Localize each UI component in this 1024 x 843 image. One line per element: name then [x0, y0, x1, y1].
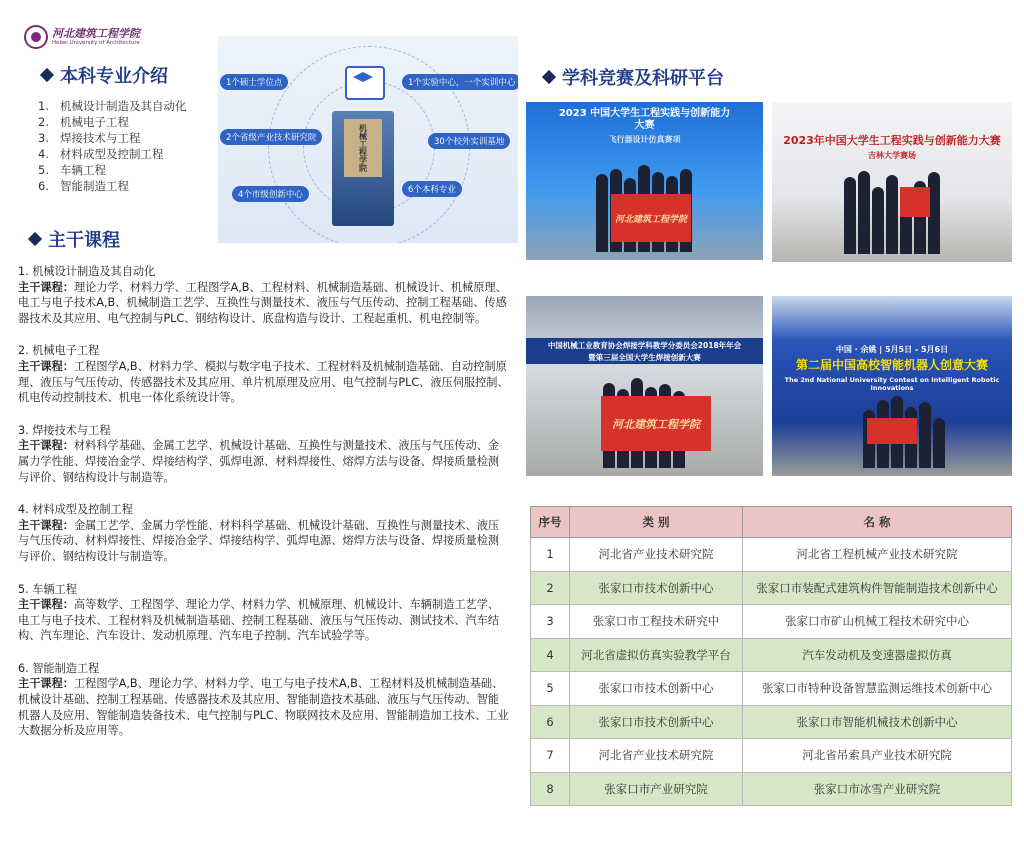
- course-heading: 5. 车辆工程: [18, 582, 77, 596]
- courses-title: 主干课程: [48, 230, 120, 251]
- university-logo: [24, 22, 154, 52]
- cell-num: 4: [531, 638, 570, 672]
- majors-heading: [42, 62, 168, 88]
- competition-photo-2: [772, 102, 1012, 262]
- college-infographic: [218, 36, 518, 243]
- university-flag: 河北建筑工程学院: [611, 194, 691, 242]
- course-text: 工程图学A,B、材料力学、模拟与数字电子技术、工程材料及机械制造基础、自动控制原理、液压与气压传动、传感器技术及其应用、单片机原理及应用、电气控制与PLC、液压伺服控制、机电传动控制技术、机电一体化系统设计等。: [18, 359, 509, 405]
- diamond-bullet-icon: [40, 68, 54, 82]
- item-num: 6.: [38, 179, 49, 193]
- research-platform-table: [530, 506, 1012, 806]
- tag-majors-count: 6个本科专业: [402, 181, 462, 197]
- table-row: [531, 571, 1012, 605]
- item-name: 车辆工程: [60, 163, 106, 177]
- cell-category: 张家口市技术创新中心: [570, 571, 743, 605]
- photo-banner: 2023年中国大学生工程实践与创新能力大赛: [783, 134, 1001, 147]
- cell-name: 张家口市矿山机械工程技术研究中心: [743, 605, 1012, 639]
- course-label: 主干课程：: [18, 280, 74, 294]
- course-block: [18, 502, 510, 564]
- cell-category: 张家口市技术创新中心: [570, 705, 743, 739]
- red-flag: [867, 418, 917, 444]
- table-header-row: [531, 507, 1012, 538]
- photo-subbanner: 暨第三届全国大学生焊接创新大赛: [526, 351, 763, 364]
- list-item: [38, 98, 187, 114]
- list-item: [38, 146, 187, 162]
- course-label: 主干课程：: [18, 439, 74, 453]
- photo-banner: 中国机械工业教育协会焊接学科教学分委员会2018年年会: [526, 338, 763, 353]
- col-header-category: 类 别: [570, 507, 743, 538]
- course-label: 主干课程：: [18, 518, 74, 532]
- cell-category: 张家口市产业研究院: [570, 772, 743, 806]
- tag-master-degree: 1个硕士学位点: [220, 74, 288, 90]
- course-text: 高等数学、工程图学、理论力学、材料力学、机械原理、机械设计、车辆制造工艺学、电工与电子技术、工程材料及机械制造基础、控制工程基础、液压与气压传动、测试技术、汽车结构、汽车理论、汽车设计、发动机原理、汽车电子控制、汽车试验学等。: [18, 598, 500, 643]
- list-item: [38, 178, 187, 194]
- courses-list: [18, 264, 510, 756]
- cell-name: 河北省工程机械产业技术研究院: [743, 538, 1012, 572]
- photo-banner: 2023 中国大学生工程实践与创新能力大赛: [558, 108, 731, 131]
- item-num: 4.: [38, 147, 49, 161]
- diamond-bullet-icon: [542, 70, 556, 84]
- cell-name: 河北省吊索具产业技术研究院: [743, 739, 1012, 773]
- tag-training-bases: 30个校外实训基地: [428, 133, 510, 149]
- photo-subbanner: 飞行器设计仿真赛项: [608, 135, 681, 144]
- photo-date-line: 中国 · 余姚 | 5月5日 - 5月6日: [835, 345, 949, 354]
- item-name: 材料成型及控制工程: [60, 147, 164, 161]
- course-heading: 2. 机械电子工程: [18, 344, 100, 358]
- photo-banner: 第二届中国高校智能机器人创意大赛: [795, 358, 988, 372]
- tag-city-centers: 4个市级创新中心: [232, 186, 309, 202]
- cell-num: 5: [531, 672, 570, 706]
- courses-heading: [30, 226, 120, 252]
- diamond-bullet-icon: [28, 232, 42, 246]
- cell-num: 8: [531, 772, 570, 806]
- course-label: 主干课程：: [18, 359, 74, 373]
- table-row: [531, 672, 1012, 706]
- cell-num: 2: [531, 571, 570, 605]
- item-num: 3.: [38, 131, 49, 145]
- item-name: 机械设计制造及其自动化: [60, 99, 187, 113]
- majors-title: 本科专业介绍: [60, 66, 168, 87]
- item-name: 焊接技术与工程: [60, 131, 141, 145]
- university-seal-icon: [24, 25, 48, 49]
- course-text: 理论力学、材料力学、工程图学A,B、工程材料、机械制造基础、机械设计、机械原理、电工与电子技术A,B、机械制造工艺学、互换性与测量技术、液压与气压传动、控制工程基础、传感器技术及其应用、电气控制与PLC、钢结构设计、底盘构造与设计、工程起重机、机电控制等。: [18, 280, 507, 325]
- tag-lab-center: 1个实验中心，一个实训中心: [402, 74, 518, 90]
- cell-name: 张家口市智能机械技术创新中心: [743, 705, 1012, 739]
- university-flag: 河北建筑工程学院: [601, 396, 711, 451]
- tag-provincial-institute: 2个省级产业技术研究院: [220, 129, 322, 145]
- logo-cn: 河北建筑工程学院: [52, 26, 140, 40]
- course-label: 主干课程：: [18, 677, 74, 691]
- photo-subbanner: 吉林大学赛场: [868, 151, 916, 160]
- item-num: 2.: [38, 115, 49, 129]
- course-heading: 4. 材料成型及控制工程: [18, 503, 133, 517]
- item-name: 机械电子工程: [60, 115, 129, 129]
- course-text: 金属工艺学、金属力学性能、材料科学基础、机械设计基础、互换性与测量技术、液压与气压传动、材料焊接性、焊接冶金学、焊接结构学、弧焊电源、熔焊方法与设备、焊接质量检测与评价、钢结构设计与制造等。: [18, 518, 500, 563]
- table-row: [531, 638, 1012, 672]
- cell-category: 河北省产业技术研究院: [570, 739, 743, 773]
- cell-num: 7: [531, 739, 570, 773]
- competition-photo-4: [772, 296, 1012, 476]
- course-heading: 3. 焊接技术与工程: [18, 423, 111, 437]
- course-heading: 1. 机械设计制造及其自动化: [18, 265, 156, 278]
- course-block: [18, 582, 510, 644]
- course-text: 材料科学基础、金属工艺学、机械设计基础、互换性与测量技术、液压与气压传动、金属力学性能、焊接冶金学、焊接结构学、弧焊电源、材料焊接性、熔焊方法与设备、焊接质量检测与评价、钢结构设计与制造等。: [18, 439, 500, 484]
- col-header-num: 序号: [531, 507, 570, 538]
- course-label: 主干课程：: [18, 598, 74, 612]
- course-block: [18, 264, 510, 326]
- cell-category: 河北省产业技术研究院: [570, 538, 743, 572]
- item-num: 1.: [38, 99, 49, 113]
- cell-num: 6: [531, 705, 570, 739]
- competition-title: 学科竞赛及科研平台: [562, 68, 724, 89]
- list-item: [38, 114, 187, 130]
- item-name: 智能制造工程: [60, 179, 129, 193]
- cell-num: 1: [531, 538, 570, 572]
- table-row: [531, 605, 1012, 639]
- cell-category: 张家口市技术创新中心: [570, 672, 743, 706]
- cell-category: 河北省虚拟仿真实验教学平台: [570, 638, 743, 672]
- list-item: [38, 130, 187, 146]
- college-plaque: 机械工程学院: [344, 119, 382, 177]
- cell-name: 张家口市装配式建筑构件智能制造技术创新中心: [743, 571, 1012, 605]
- table-row: [531, 772, 1012, 806]
- cell-category: 张家口市工程技术研究中: [570, 605, 743, 639]
- cell-num: 3: [531, 605, 570, 639]
- cell-name: 汽车发动机及变速器虚拟仿真: [743, 638, 1012, 672]
- list-item: [38, 162, 187, 178]
- table-row: [531, 705, 1012, 739]
- item-num: 5.: [38, 163, 49, 177]
- graduation-cap-icon: [345, 66, 385, 100]
- course-heading: 6. 智能制造工程: [18, 661, 100, 675]
- table-row: [531, 739, 1012, 773]
- logo-en: Hebei University of Architecture: [52, 39, 140, 46]
- course-block: [18, 661, 510, 739]
- col-header-name: 名 称: [743, 507, 1012, 538]
- table-row: [531, 538, 1012, 572]
- competition-photo-1: [526, 102, 763, 260]
- cell-name: 张家口市冰雪产业研究院: [743, 772, 1012, 806]
- team-figures: [820, 171, 964, 254]
- course-block: [18, 423, 510, 485]
- competition-heading: [544, 64, 724, 90]
- red-flag: [900, 187, 930, 217]
- college-building: [332, 111, 394, 226]
- cell-name: 张家口市特种设备智慧监测运维技术创新中心: [743, 672, 1012, 706]
- majors-list: [38, 98, 187, 194]
- course-block: [18, 343, 510, 405]
- course-text: 工程图学A,B、理论力学、材料力学、电工与电子技术A,B、工程材料及机械制造基础、机械设计基础、控制工程基础、传感器技术及其应用、智能制造技术基础、液压与气压传动、智能机器人及应用、智能制造装备技术、电气控制与PLC、物联网技术及应用、智能制造加工技术、工业大数据分析及应用等。: [18, 677, 509, 738]
- competition-photo-3: [526, 296, 763, 476]
- photo-subbanner: The 2nd National University Contest on Intelligent Robotic Innovations: [784, 376, 1000, 392]
